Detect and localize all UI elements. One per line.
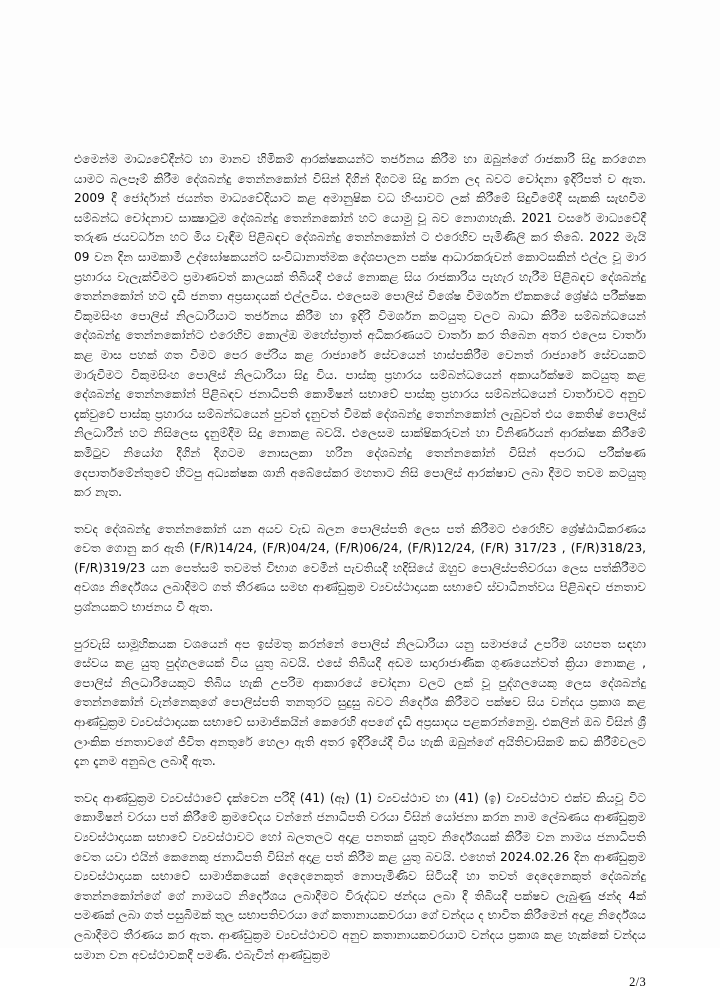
page-footer bbox=[74, 965, 646, 990]
document-body bbox=[74, 150, 646, 965]
paragraph-4: තවද ආණ්ඩුක්‍රම ව්‍යවස්ථාවේ දැක්වෙන පරිදි (41) (ඈ) (1) ව්‍යවස්ථාව හා (41) (ඉ) ව්‍යවස්ථාව එක්ව කියවූ විට කොමිෂන් වරයා පත් කිරීමේ ක්‍රමවේදය වන්නේ ජනාධිපති වරයා විසින් යෝජනා කරන නාම ලේඛණය ආණ්ඩුක්‍රම ව්‍යවස්ථාදායක සභාවේ ව්‍යවස්ථාවට හෝ බලතලට අදාළ පනතක් යුතුව නිර්දේශයක් කිරීම වන නාමය ජනාධිපති වෙත යවා එයින් කෙනෙකු ජනාධිපති විසින් අදාළ පත් කිරීම කළ යුතු බවයි. එහෙත් 2024.02.26 දින ආණ්ඩුක්‍රම ව්‍යවස්ථාදායක සභාවේ සාමාජිකයෙක් දෙදෙනෙකුත් නොපැමිණිව සිටියදී හා තවත් දෙදෙනෙකුත් දේශබන්දු තෙන්නකෝන්ගේ ගේ නාමයට නිර්දේශය ලබාදීමට විරුද්ධව ඡන්දය ලබා දී තිබියදී පක්ෂව ලැබුණු ඡන්ද 4ක් පමණක් ලබා ගත් පසුබිමක් තුල සභාපතිවරයා ගේ කතානායකවරයා ගේ වන්දය ද භාවිත කිරීමෙන් අදාළ නිර්දේශය ලබාදීමට තීරණය කර ඇත. ආණ්ඩුක්‍රම ව්‍යවස්ථාවට අනුව කතානායකවරයාට වන්දය ප්‍රකාශ කළ හැක්කේ වන්දය සමාන වන අවස්ථාවකදී පමණි. එබැවින් ආණ්ඩුක්‍රම bbox=[74, 790, 646, 962]
paragraph-1: එමෙන්ම මාධ්‍යවේදීන්ට හා මානව හිමිකම් ආරක්ෂකයන්ට තර්ජනය කිරීම හා ඔබුන්ගේ රාජකාරි සිදු කරගෙන යාමට බලපෑම් කිරීම දේශබන්දු තෙන්නකෝන් විසින් දිගින් දිගටම සිදු කරන ලද බවට චෝදනා ඉදිරිපත් ව ඇත. 2009 දී ජෝර්දාන් ජයන්ත මාධ්‍යවේදියාට කළ අමානුෂික වධ හිංසාවට ලක් කිරීමේ සිදුවීමේදී සැකකි සැඟවීම සම්බන්ධ චෝදනාව සාක්‍ෂාටුම දේශබන්දු තෙන්නකෝන් හට යොමු වූ බව නොගාහැකි. 2021 වසරේ මාධ්‍යවේදී තරුණ ජයවර්ධන හට මිය වැඳීම පිළිබඳව දේශබන්දු තෙන්නකෝන් ට එරෙහිව පැමිණිලි කර තිබේ. 2022 මැයි 09 වන දින සාමකාමී උද්ඝෝෂකයන්ට සංවිධානාත්මක දේශපාලන පක්ෂ ආධාරකරුවන් කොටසකින් එල්ල වූ මාර ප්‍රහාරය වැලැක්වීමට ප්‍රමාණවත් කාලයක් තිබියදී එයේ නොකළ සිය රාජකාරිය පැහැර හැරීම පිළිබඳව දේශබන්දු තෙන්නකෝන් හට දැඩි ජනතා අප්‍රසාදයක් එල්ලවිය. එලෙසම පොලිස් විශේෂ විමර්ශන ඒකකයේ ශ්‍රේෂ්ඨ පරීක්ෂක විකුමසිංහ පොලිස් නිලධාරියාට තර්ජනය කිරීම හා ඉදිරි විමර්ශන කටයුතු වලට බාධා කිරීම සම්බන්ධයෙන් දේශබන්දු තෙන්නකෝන්ට එරෙහිව කොල්ඔ මහේස්ත්‍රාත් අධිකරණයට වාර්තා කර තිබෙන අතර එලෙස වාර්තා කළ මාස පහක් ගත වීමට පෙර පේරිය කළ රාජ්‍යාරේ සේවයෙන් හාස්පකිරීම වෙනත් රාජ්‍යාරේ සේවයකට මාරුවීමට විකුමසිංහ පොලිස් නිලධාරියා සිදු විය. පාස්කු ප්‍රහාරය සම්බන්ධයෙන් අකාර්යක්ෂම කටයුතු කළ දේශබන්දු තෙන්නකෝන් පිළිබඳව ජනාධිපති කොමිෂන් සභාවේ පාස්කු ප්‍රහාරය සම්බන්ධයෙන් වාර්තාවට අනුව දැක්වුවේ පාස්කු ප්‍රහාරය සම්බන්ධයෙන් පුවත් දැනුවත් වීමක් දේශබන්දු තෙන්නකෝන් ලැබුවත් එය කෙතිෂ් පොලිස් නිලධාරීන් හට නිසිලෙස දැනුම්දීම සිදු නොකළ බවයි. එලෙසම සාක්ෂිකරුවන් හා විනිර්ණයන් ආරක්ෂක කිරීමේ කමිටුව නියෝග දීගින් දිගටම නොසලකා හරින දේශබන්දු තෙන්නකෝන් විසින් අපරාධ පරීක්ෂණ දෙපාර්තමේන්තුවේ හිටපු අධ්‍යක්ෂක ශානි අබේසේකර මහතාට නිසි පොලිස් ආරක්ෂාව ලබා දීමට තවම කටයුතු කර නැත. bbox=[74, 152, 646, 500]
paragraph-2: තවද දේශබන්දු තෙන්නකෝන් යන අයව වැඩ බලන පොලිස්පති ලෙස පත් කිරීමට එරෙහිව ශ්‍රේෂ්ඨාධිකරණය වෙත ගොනු කර ඇති (F/R)14/24, (F/R)04/24, (F/R)06/24, (F/R)12/24, (F/R) 317/23 , (F/R)318/23, (F/R)319/23 යන පෙත්සම් තවමත් විභාග වෙමින් පැවතියදී හදිසියේ ඔහුව පොලිස්පතිවරයා ලෙස පත්කිරීමට අවශ්‍ය නිර්දේශය ලබාදීමට ගත් තීරණය සමඟ ආණ්ඩුක්‍රම ව්‍යවස්ථාදායක සභාවේ ස්වාධීනත්වය පිළිබඳව ජනතාව ප්‍රශ්නයකට භාජනය වී ඇත. bbox=[74, 521, 646, 615]
page-number: 2/3 bbox=[629, 975, 646, 990]
paragraph-3: පුරවැසි සාමූහිකයක වශයෙන් අප ඉස්මතු කරන්නේ පොලිස් නිලධාරියා යනු සමාජයේ උපරිම යහපත සඳහා සේවය කළ යුතු පුද්ගලයෙක් විය යුතු බවයි. එසේ තිබියදී අඩම සාදාරාජාණික ගුණයෙන්වත් ක්‍රියා නොකළ , පොලිස් නිලධාරියෙකුට තිබිය හැකි උපරිම ආකාරයේ චෝදනා වලට ලක් වූ පුද්ගලයෙකු ලෙස දේශබන්දු තෙන්නකෝන් වැන්නෙකුගේ පොලිස්පති තනතුරට සුදුසු බවට නිර්දේශ කිරීමට පක්ෂව සිය වන්දය ප්‍රකාශ කළ ආණ්ඩුක්‍රම ව්‍යවස්ථාදායක සභාවේ සාමාජිකයින් කෙරෙහි අපගේ දැඩි අප්‍රසාදය පළකරන්නෙමු. එකලින් ඔබ විසින් ශ්‍රී ලාංකික ජනතාවගේ ජීවිත අනතුරේ හෙලා ඇති අතර ඉදිරියේදී විය හැකි ඔබුන්ගේ අයිතිවාසිකම් කඩ කිරීම්වලට දැන දැනම අනුබල ලබාදී ඇත. bbox=[74, 636, 646, 769]
